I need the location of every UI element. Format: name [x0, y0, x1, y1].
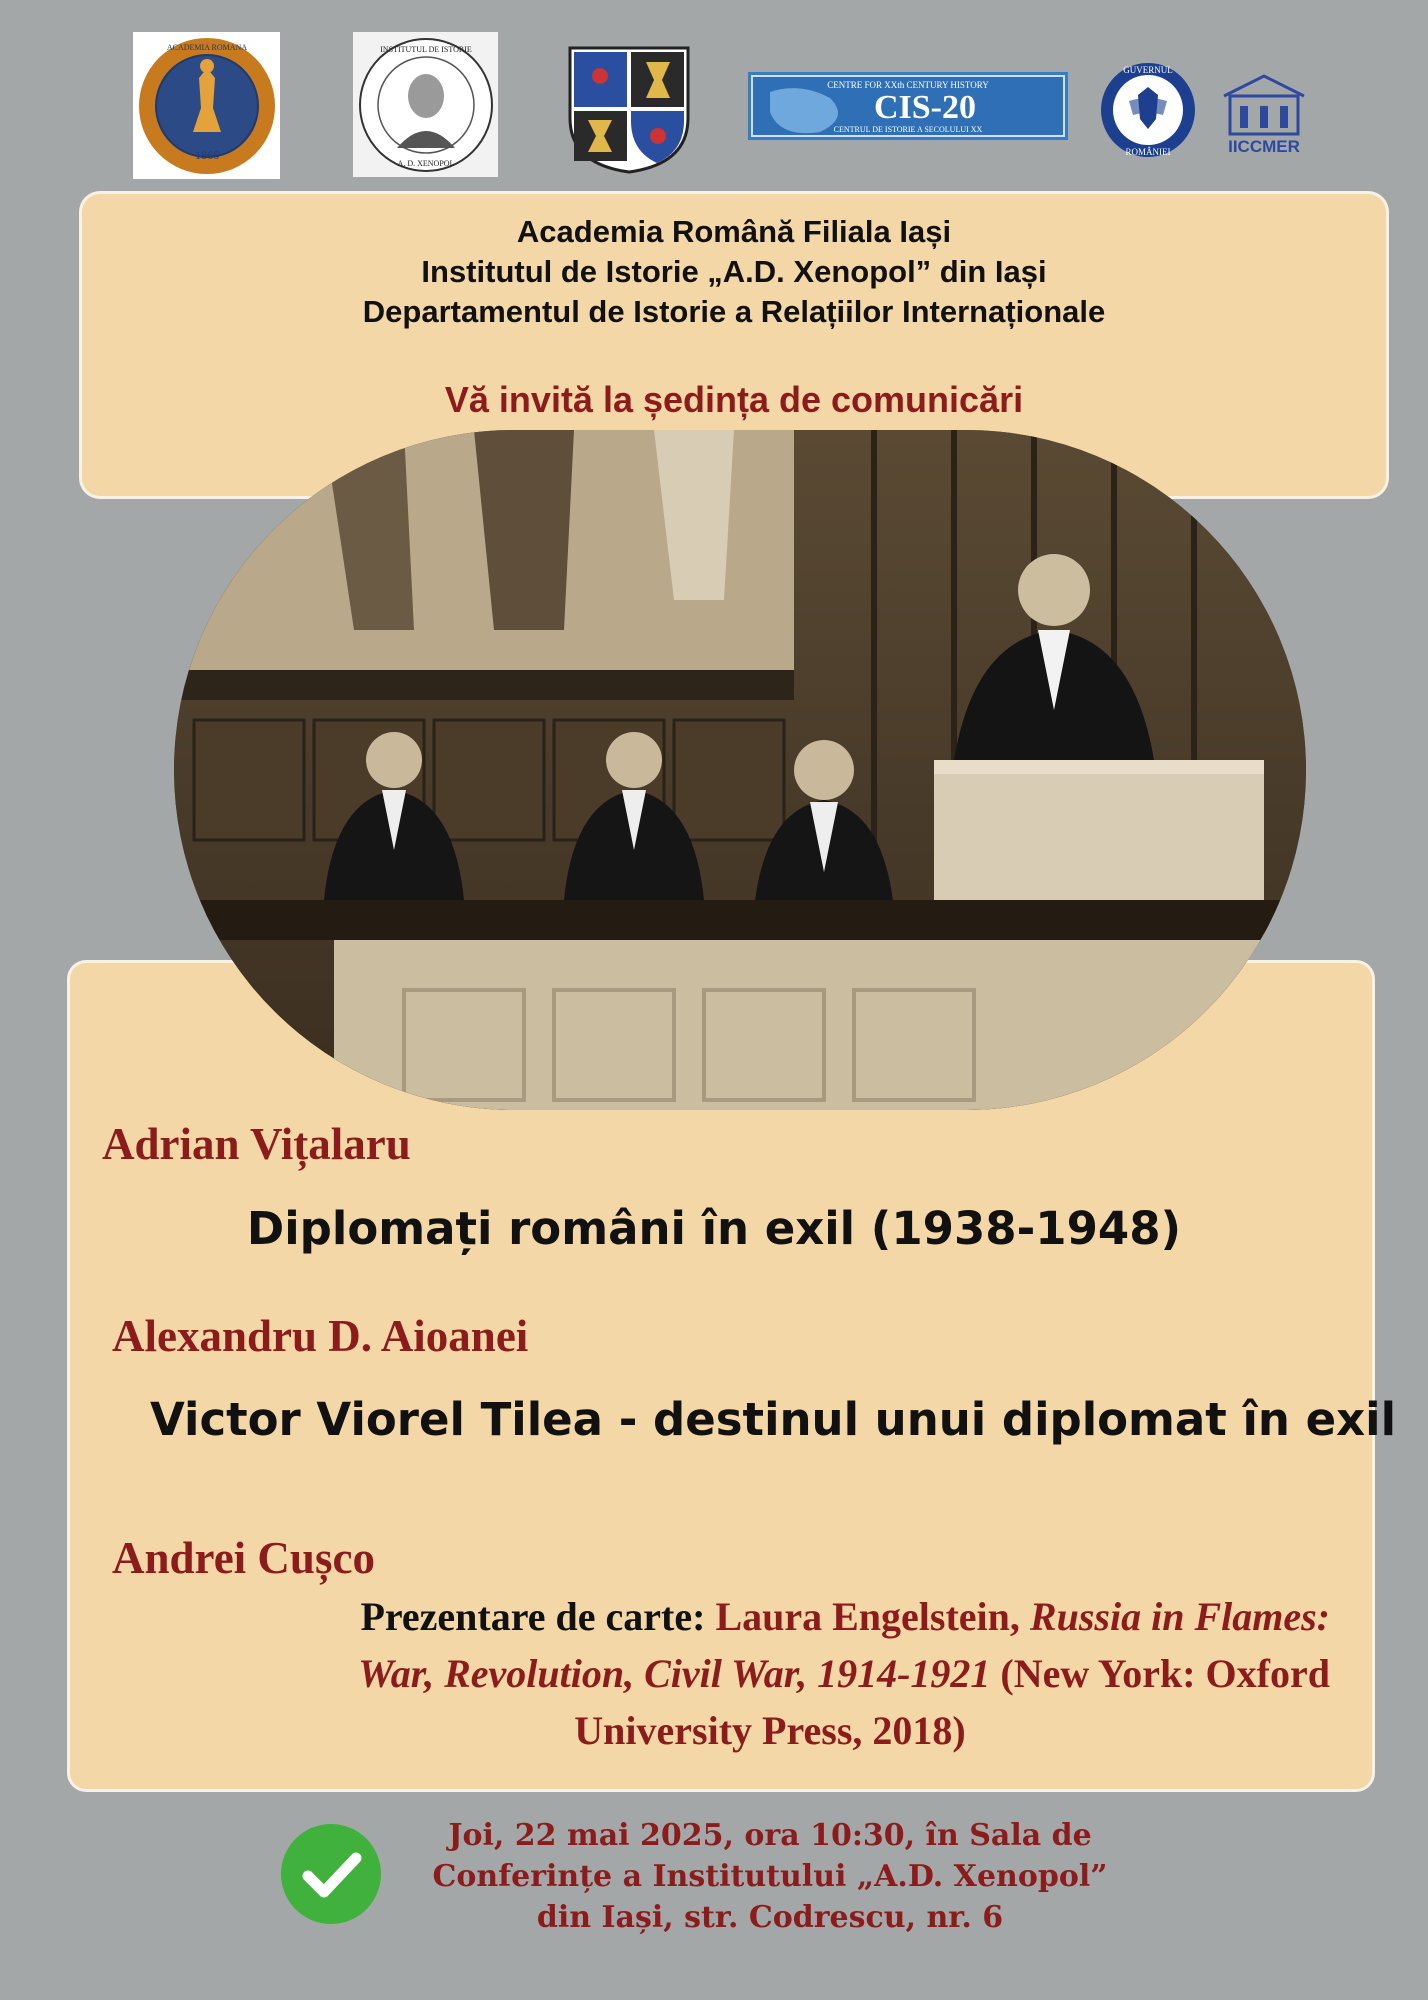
book-publisher-part-1: (New York: Oxford — [1000, 1651, 1330, 1696]
xenopol-portrait-seal-icon — [353, 32, 498, 177]
seal-year: 1866 — [194, 147, 219, 162]
event-line-2: Conferințe a Institutului „A.D. Xenopol” — [432, 1859, 1108, 1894]
talk-2-author: Alexandru D. Aioanei — [112, 1311, 529, 1361]
seal-bottom-text: A. D. XENOPOL — [397, 158, 454, 168]
book-presentation — [170, 1588, 1370, 1759]
guvernul-bottom: ROMÂNIEI — [1125, 147, 1171, 157]
seal-top-text: INSTITUTUL DE ISTORIE — [379, 44, 472, 54]
book-title-part-2: War, Revolution, Civil War, 1914-1921 — [358, 1651, 991, 1696]
check-circle-icon — [281, 1824, 381, 1924]
event-line-1: Joi, 22 mai 2025, ora 10:30, în Sala de — [448, 1818, 1092, 1853]
organization-line-3: Departamentul de Istorie a Relațiilor Internaționale — [362, 294, 1106, 329]
event-details — [400, 1815, 1140, 1938]
academia-romana-seal-icon — [133, 32, 280, 179]
coat-of-arms-icon — [565, 44, 693, 174]
cis-20-main: CIS-20 — [873, 89, 977, 126]
talk-2-title: Victor Viorel Tilea - destinul unui diplomat în exil — [150, 1393, 1397, 1446]
cis-20-logo-icon — [748, 72, 1068, 140]
organization-line-2: Institutul de Istorie „A.D. Xenopol” din Iași — [421, 254, 1047, 289]
event-line-3: din Iași, str. Codrescu, nr. 6 — [536, 1900, 1004, 1935]
book-title-part-1: Russia in Flames: — [1029, 1594, 1330, 1639]
historical-photo — [174, 430, 1306, 1110]
talk-1-author: Adrian Vițalaru — [102, 1119, 411, 1169]
organization-line-1: Academia Română Filiala Iași — [516, 214, 952, 249]
guvernul-top: GUVERNUL — [1123, 65, 1173, 75]
iiccmer-label: IICCMER — [1228, 137, 1300, 156]
guvernul-romaniei-seal-icon — [1098, 60, 1198, 160]
book-prefix: Prezentare de carte: — [360, 1594, 706, 1639]
cis-20-bottom: CENTRUL DE ISTORIE A SECOLULUI XX — [833, 125, 983, 134]
iiccmer-building-icon — [1212, 66, 1316, 156]
talk-1-title: Diplomați români în exil (1938-1948) — [246, 1202, 1182, 1255]
seal-text: ACADEMIA ROMANA — [166, 42, 247, 52]
invitation-line: Vă invită la ședința de comunicări — [444, 379, 1024, 420]
book-presenter: Andrei Cușco — [112, 1533, 375, 1583]
cis-20-top: CENTRE FOR XXth CENTURY HISTORY — [827, 80, 989, 90]
book-author: Laura Engelstein, — [715, 1594, 1020, 1639]
book-publisher-part-2: University Press, 2018) — [574, 1708, 966, 1753]
